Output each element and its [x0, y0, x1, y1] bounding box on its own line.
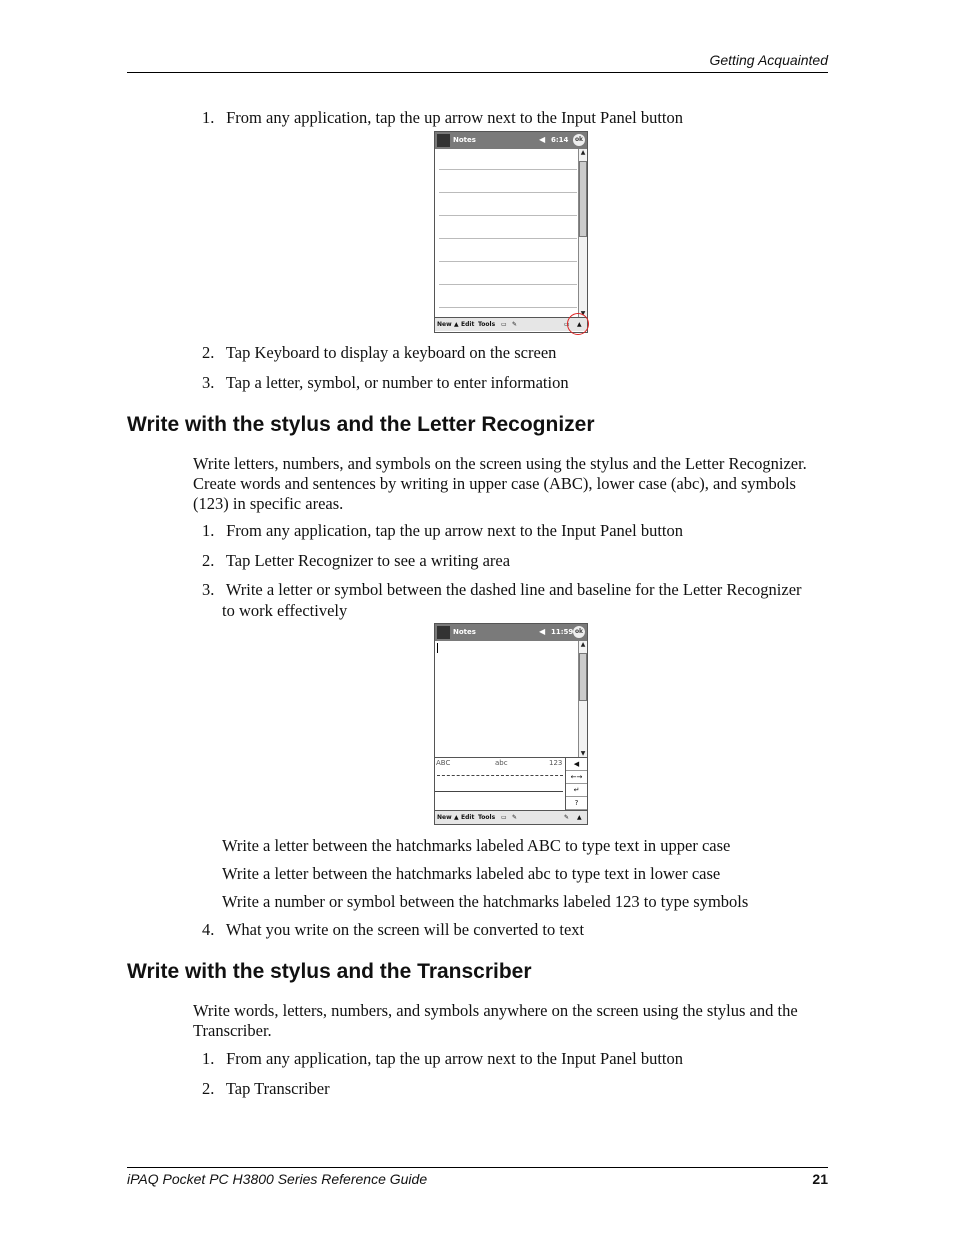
letter-step-4: 4. What you write on the screen will be converted to text — [202, 920, 585, 939]
speaker-icon: ◀ — [539, 627, 546, 636]
scroll-up-icon: ▲ — [580, 149, 586, 156]
letter-step-2: 2. Tap Letter Recognizer to see a writing area — [202, 551, 511, 570]
speaker-icon: ◀ — [539, 135, 546, 144]
notes-screenshot-letter-recognizer — [434, 623, 588, 825]
intro-step-2: 2. Tap Keyboard to display a keyboard on the screen — [202, 343, 557, 362]
ok-button: ok — [573, 134, 585, 146]
help-icon: ? — [566, 797, 587, 810]
letter-note-symbols: Write a number or symbol between the hatchmarks labeled 123 to type symbols — [222, 892, 749, 911]
recognizer-keys — [565, 758, 587, 810]
transcriber-step-2: 2. Tap Transcriber — [202, 1079, 330, 1098]
page-header — [127, 52, 828, 73]
windows-logo-icon — [437, 626, 450, 639]
intro-step-3: 3. Tap a letter, symbol, or number to enter information — [202, 373, 569, 392]
menu-bar: New ▲ Edit Tools ▭ ✎ ✎ ▲ — [435, 810, 587, 824]
windows-logo-icon — [437, 134, 450, 147]
scroll-down-icon: ▼ — [580, 310, 586, 317]
scroll-down-icon: ▼ — [580, 750, 586, 757]
scroll-thumb — [579, 653, 587, 701]
notes-screenshot-keyboard — [434, 131, 588, 333]
pen-icon: ✎ — [512, 814, 518, 821]
input-panel-arrow-icon: ▲ — [577, 814, 582, 821]
ok-button: ok — [573, 626, 585, 638]
title-bar: Notes ◀ 11:59 ok — [435, 624, 587, 641]
letter-step-3: 3. Write a letter or symbol between the dashed line and baseline for the Letter Recognizer — [202, 580, 802, 599]
text-cursor — [437, 643, 438, 653]
pen-icon: ✎ — [564, 814, 570, 821]
intro-step-1: 1. From any application, tap the up arrow next to the Input Panel button — [202, 108, 683, 127]
scrollbar — [578, 641, 587, 757]
enter-icon: ↵ — [566, 784, 587, 797]
transcriber-heading: Write with the stylus and the Transcriber — [127, 960, 532, 983]
guide-title: iPAQ Pocket PC H3800 Series Reference Guide — [127, 1171, 428, 1187]
scrollbar — [578, 149, 587, 317]
keyboard-icon: ▭ — [501, 321, 507, 328]
highlight-circle — [567, 313, 589, 335]
scroll-up-icon: ▲ — [580, 641, 586, 648]
notes-body — [435, 149, 587, 317]
keyboard-icon: ▭ — [564, 321, 570, 328]
pen-icon: ✎ — [512, 321, 518, 328]
input-panel-arrow-icon: ▲ — [577, 321, 582, 328]
section-title: Getting Acquainted — [709, 52, 828, 68]
page-footer — [127, 1167, 828, 1187]
letter-note-upper: Write a letter between the hatchmarks labeled ABC to type text in upper case — [222, 836, 731, 855]
transcriber-step-1: 1. From any application, tap the up arrow next to the Input Panel button — [202, 1049, 683, 1068]
letter-note-lower: Write a letter between the hatchmarks labeled abc to type text in lower case — [222, 864, 721, 883]
notes-body — [435, 641, 587, 757]
letter-step-3-continued: to work effectively — [222, 601, 348, 620]
letter-recognizer-heading: Write with the stylus and the Letter Recognizer — [127, 413, 595, 436]
letter-recognizer-panel: ABC abc 123 ◀ ←→ ↵ ? — [435, 757, 587, 810]
letter-step-1: 1. From any application, tap the up arrow next to the Input Panel button — [202, 521, 683, 540]
transcriber-paragraph: Write words, letters, numbers, and symbols anywhere on the screen using the stylus and the Transcriber. — [193, 1001, 798, 1040]
baseline — [435, 791, 563, 792]
dashed-line — [437, 775, 563, 776]
arrows-icon: ←→ — [566, 771, 587, 784]
page-number: 21 — [812, 1171, 828, 1187]
scroll-thumb — [579, 161, 587, 237]
letter-recognizer-paragraph: Write letters, numbers, and symbols on the screen using the stylus and the Letter Recognizer. Create words and sentences by writing in upper case (ABC), lower case (abc), and symbols (123) in specific areas. — [193, 454, 807, 513]
title-bar: Notes ◀ 6:14 ok — [435, 132, 587, 149]
keyboard-icon: ▭ — [501, 814, 507, 821]
backspace-icon: ◀ — [566, 758, 587, 771]
menu-bar: New ▲ Edit Tools ▭ ✎ ▭ ▲ — [435, 317, 587, 331]
